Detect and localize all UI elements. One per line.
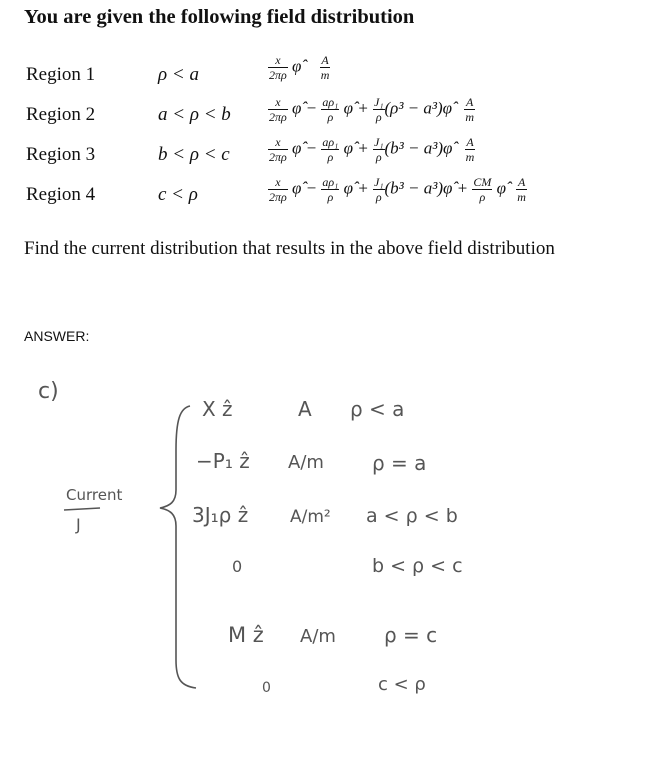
region-3-label: Region 3 — [26, 144, 96, 165]
hw-row-2-expr: −P₁ ẑ — [196, 449, 250, 473]
hw-row-2-cond: ρ = a — [372, 451, 427, 475]
region-1-label: Region 1 — [26, 64, 96, 85]
hw-row-4-cond: b < ρ < c — [372, 555, 463, 577]
region-4-label: Region 4 — [26, 184, 96, 205]
hw-row-4-expr: 0 — [232, 557, 243, 576]
hw-row-3-unit: A/m² — [290, 507, 331, 527]
region-3-condition: b < ρ < c — [158, 144, 230, 165]
region-2-field: $\frac{x}{2\pi\rho}$ φ̂ − $\frac{\text{aρ₁}}{\rho}$ φ̂ + $\frac{\text{J₁}}{\rho}$ (ρ³ − a³)φ̂ $\frac{A}{m}$ — [269, 95, 474, 124]
hw-row-1-expr: X ẑ — [202, 397, 233, 421]
region-2-condition: a < ρ < b — [158, 104, 231, 125]
region-1-condition: ρ < a — [158, 64, 199, 85]
hw-row-1-unit: A — [298, 397, 312, 421]
hw-brace — [160, 406, 196, 688]
region-4-condition: c < ρ — [158, 184, 198, 205]
region-1-field: $\frac{x}{2\pi\rho}$ φ̂ $\frac{A}{m}$ — [269, 53, 330, 82]
hw-row-6-cond: c < ρ — [378, 674, 426, 695]
hw-row-5-expr: M ẑ — [228, 623, 264, 647]
region-3-field: $\frac{x}{2\pi\rho}$ φ̂ − $\frac{\text{aρ₁}}{\rho}$ φ̂ + $\frac{\text{J₁}}{\rho}$ (b³ − a³)φ̂ $\frac{A}{m}$ — [269, 135, 475, 164]
hw-row-3-expr: 3J₁ρ ẑ — [192, 503, 249, 527]
hw-current-symbol: J — [76, 515, 81, 534]
question-text: Find the current distribution that results in the above field distribution — [24, 238, 555, 259]
hw-row-5-unit: A/m — [300, 626, 336, 647]
hw-part-label: c) — [38, 379, 59, 404]
hw-row-6-expr: 0 — [262, 680, 271, 696]
region-2-label: Region 2 — [26, 104, 96, 125]
answer-label: ANSWER: — [24, 328, 90, 344]
hw-row-1-cond: ρ < a — [350, 397, 405, 421]
hw-row-2-unit: A/m — [288, 452, 324, 473]
hw-row-5-cond: ρ = c — [384, 623, 438, 647]
problem-title: You are given the following field distribution — [24, 6, 415, 28]
hw-row-3-cond: a < ρ < b — [366, 505, 458, 527]
hw-current-label: Current — [66, 486, 123, 504]
region-4-field: $\frac{x}{2\pi\rho}$ φ̂ − $\frac{\text{aρ₁}}{\rho}$ φ̂ + $\frac{\text{J₁}}{\rho}$ (b³ − a³)φ̂ + $\frac{CM}{\rho}$ φ̂ $\frac{A}{m}$ — [269, 175, 526, 204]
handwritten-answer — [0, 360, 652, 760]
